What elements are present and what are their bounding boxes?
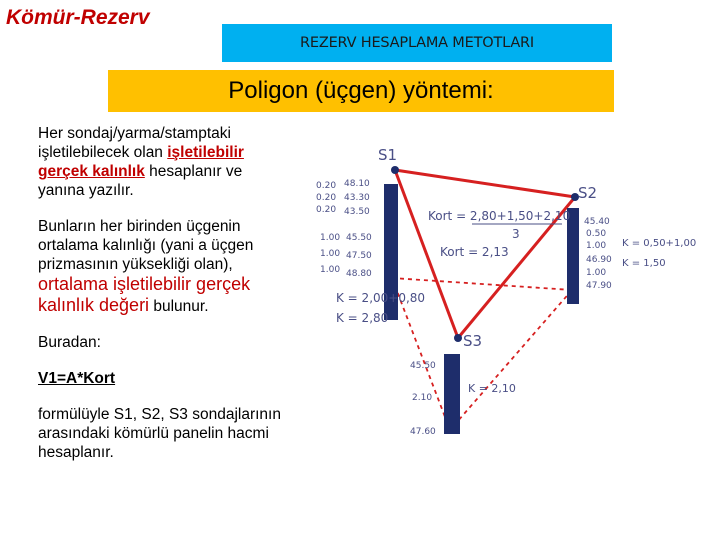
s1-right-3: 45.50: [346, 233, 372, 243]
paragraph-3: Buradan:: [38, 334, 101, 351]
subtitle-banner: [108, 70, 614, 112]
kort-result: Kort = 2,13: [440, 245, 509, 259]
s1-k-formula: K = 2,00+0,80: [336, 291, 426, 305]
p2-tail: bulunur.: [153, 298, 209, 315]
paragraph-5: formülüyle S1, S2, S3 sondajlarının arasındaki kömürlü panelin hacmi hesaplanır.: [38, 406, 281, 461]
s3-bottom-depth: 47.60: [410, 427, 436, 437]
prism-edge-right: [450, 290, 572, 430]
s2-right-5: 47.90: [586, 281, 612, 291]
brand-title: Kömür-Rezerv: [6, 6, 150, 29]
p1-highlight: işletilebilir gerçek kalınlık: [38, 144, 244, 180]
p2-lead: Bunların her birinden üçgenin ortalama kalınlığı (yani a üçgen prizmasının yüksekliği olan),: [38, 218, 254, 273]
s3-point: [454, 334, 462, 342]
s3-label: S3: [463, 332, 483, 350]
s2-label: S2: [578, 184, 598, 202]
p1-tail: hesaplanır ve yanına yazılır.: [38, 163, 243, 199]
s1-k-value: K = 2,80: [336, 311, 389, 325]
triangle-sketch: [300, 130, 700, 452]
s1-left-2: 0.20: [316, 205, 337, 215]
s1-point: [391, 166, 399, 174]
prism-edge-top: [392, 278, 572, 290]
body-text: [38, 124, 290, 462]
s1-left-5: 1.00: [320, 265, 341, 275]
s1-left-0: 0.20: [316, 181, 337, 191]
p1-lead: Her sondaj/yarma/stamptaki işletilebilecek olan: [38, 125, 231, 161]
kort-formula: Kort = 2,80+1,50+2,10: [428, 209, 571, 223]
header-title: REZERV HESAPLAMA METOTLARI: [300, 35, 534, 51]
p2-highlight: ortalama işletilebilir gerçek kalınlık değeri: [38, 274, 251, 315]
edge-s1-s2: [395, 170, 575, 197]
s3-core: [444, 354, 460, 434]
s1-label: S1: [378, 146, 398, 164]
s1-right-2: 43.50: [344, 207, 370, 217]
s2-right-1: 0.50: [586, 229, 607, 239]
paragraph-2: [38, 217, 290, 316]
s1-right-5: 48.80: [346, 269, 372, 279]
s3-top-depth: 45.50: [410, 361, 436, 371]
s2-right-0: 45.40: [584, 217, 610, 227]
s1-left-1: 0.20: [316, 193, 337, 203]
formula-text: V1=A*Kort: [38, 370, 116, 387]
s1-left-4: 1.00: [320, 249, 341, 259]
s2-right-4: 1.00: [586, 268, 607, 278]
s1-right-4: 47.50: [346, 251, 372, 261]
s2-right-3: 46.90: [586, 255, 612, 265]
s2-k-formula: K = 0,50+1,00: [622, 238, 697, 249]
s3-mid-thickness: 2.10: [412, 393, 433, 403]
s2-k-value: K = 1,50: [622, 258, 666, 269]
s1-left-3: 1.00: [320, 233, 341, 243]
s1-right-0: 48.10: [344, 179, 370, 189]
subtitle-text: Poligon (üçgen) yöntemi:: [228, 77, 494, 104]
s2-right-2: 1.00: [586, 241, 607, 251]
s1-right-1: 43.30: [344, 193, 370, 203]
header-banner: [222, 24, 612, 62]
s3-k-value: K = 2,10: [468, 382, 516, 395]
kort-denominator: 3: [512, 227, 520, 241]
paragraph-1: [38, 124, 290, 200]
